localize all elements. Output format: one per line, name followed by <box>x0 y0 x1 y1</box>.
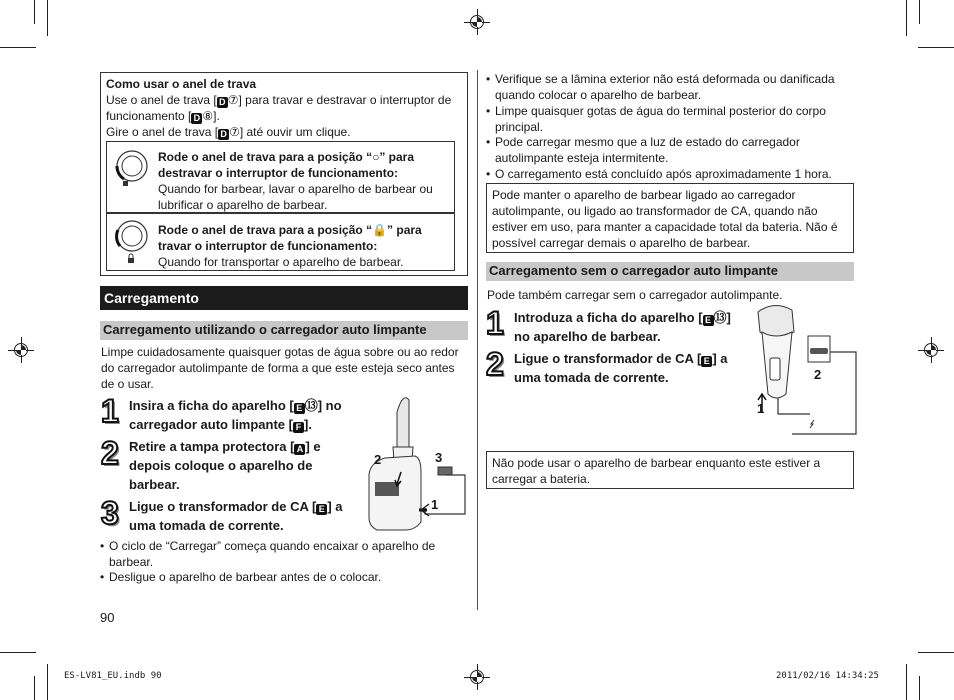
figure-label: 1 <box>431 497 439 512</box>
crop-mark <box>906 0 907 36</box>
ref-letter-icon: F <box>293 422 304 433</box>
lock-icon: 🔒 <box>372 223 388 237</box>
shaver-illustration <box>752 302 862 440</box>
sub2-step2-text: Ligue o transformador de CA [ E ] a uma tomada de corrente. <box>514 351 728 385</box>
ref-letter-icon: A <box>294 444 305 455</box>
ref-letter-icon: E <box>701 356 712 367</box>
bullet-item: • O ciclo de “Carregar” começa quando encaixar o aparelho de barbear. <box>100 538 466 570</box>
column-divider <box>477 70 478 610</box>
ref-letter-icon: E <box>703 315 714 326</box>
unlock-ring-icon <box>110 144 152 190</box>
unlocked-position-icon: ○ <box>372 150 380 164</box>
bullet-item: • Desligue o aparelho de barbear antes de o colocar. <box>100 569 466 585</box>
registration-mark-icon <box>468 668 486 686</box>
crop-mark <box>0 47 36 48</box>
crop-mark <box>919 676 920 700</box>
crop-mark <box>47 664 48 700</box>
ref-letter-icon: E <box>294 403 305 414</box>
bullet-item: • Verifique se a lâmina exterior não está deformada ou danificada quando colocar o aparelho de barbear. <box>486 71 848 103</box>
unlock-item-text: Rode o anel de trava para a posição “○” para destravar o interruptor de funcionamento: Quando for barbear, lavar o aparelho de barbear ou lubrificar o aparelho de barbear. <box>158 150 433 212</box>
bullet-item: • Limpe quaisquer gotas de água do terminal posterior do corpo principal. <box>486 103 848 135</box>
crop-mark <box>0 652 36 653</box>
figure-label: 2 <box>814 367 822 382</box>
step-number: 3 <box>101 495 119 531</box>
step-number: 2 <box>486 346 504 382</box>
lock-ring-instructions: Como usar o anel de trava Use o anel de trava [ D ⑦] para travar e destravar o interruptor de funcionamento [ D ⑧]. Gire o anel de trava [ D ⑦] até ouvir um clique. <box>106 76 466 140</box>
crop-mark <box>47 0 48 36</box>
sub1-step1-text: Insira a ficha do aparelho [ E ⑬] no carregador auto limpante [ F ]. <box>129 398 342 432</box>
note-box: Pode manter o aparelho de barbear ligado ao carregador autolimpante, ou ligado ao transformador de CA, quando não estiver em uso, para manter a capacidade total da bateria. Não é possível carregar demais o aparelho de barbear. <box>486 183 854 253</box>
figure-label: 1 <box>757 401 765 416</box>
lock-ring-icon <box>110 216 152 266</box>
crop-mark <box>918 47 954 48</box>
registration-mark-icon <box>922 341 940 359</box>
lock-ring-title: Como usar o anel de trava <box>106 77 257 91</box>
bullet-item: • O carregamento está concluído após aproximadamente 1 hora. <box>486 166 848 182</box>
ref-letter-icon: D <box>191 113 202 124</box>
note-box: Não pode usar o aparelho de barbear enquanto este estiver a carregar a bateria. <box>486 451 854 489</box>
sub2-step1-text: Introduza a ficha do aparelho [ E ⑬] no aparelho de barbear. <box>514 310 731 344</box>
step-number: 1 <box>101 393 119 429</box>
footer-timestamp: 2011/02/16 14:34:25 <box>776 671 879 681</box>
registration-mark-icon <box>468 13 486 31</box>
step-number: 2 <box>101 435 119 471</box>
crop-mark <box>906 664 907 700</box>
section-title: Carregamento <box>100 286 468 310</box>
figure-label: 2 <box>374 452 382 467</box>
ref-letter-icon: D <box>218 129 229 140</box>
ref-letter-icon: E <box>316 504 327 515</box>
registration-mark-icon <box>12 341 30 359</box>
crop-mark <box>918 652 954 653</box>
subsection-title: Carregamento sem o carregador auto limpante <box>486 262 854 281</box>
lock-item-text: Rode o anel de trava para a posição “🔒” para travar o interruptor de funcionamento: Quando for transportar o aparelho de barbear. <box>158 223 422 269</box>
bullet-item: • Pode carregar mesmo que a luz de estado do carregador autolimpante esteja intermitente. <box>486 134 848 166</box>
crop-mark <box>34 0 35 24</box>
subsection-title: Carregamento utilizando o carregador auto limpante <box>100 321 468 340</box>
footer-file-info: ES-LV81_EU.indb 90 <box>64 671 162 681</box>
sub2-intro: Pode também carregar sem o carregador autolimpante. <box>487 288 783 302</box>
crop-mark <box>34 676 35 700</box>
sub1-step2-text: Retire a tampa protectora [ A ] e depois coloque o aparelho de barbear. <box>129 439 321 492</box>
ref-letter-icon: D <box>217 97 228 108</box>
step-number: 1 <box>486 305 504 341</box>
crop-mark <box>919 0 920 24</box>
sub1-intro: Limpe cuidadosamente quaisquer gotas de água sobre ou ao redor do carregador autolimpante de forma a que este esteja seco antes de o usar. <box>101 345 459 391</box>
sub1-step3-text: Ligue o transformador de CA [ E ] a uma tomada de corrente. <box>129 499 343 533</box>
page-number: 90 <box>100 610 115 625</box>
figure-label: 3 <box>435 450 443 465</box>
